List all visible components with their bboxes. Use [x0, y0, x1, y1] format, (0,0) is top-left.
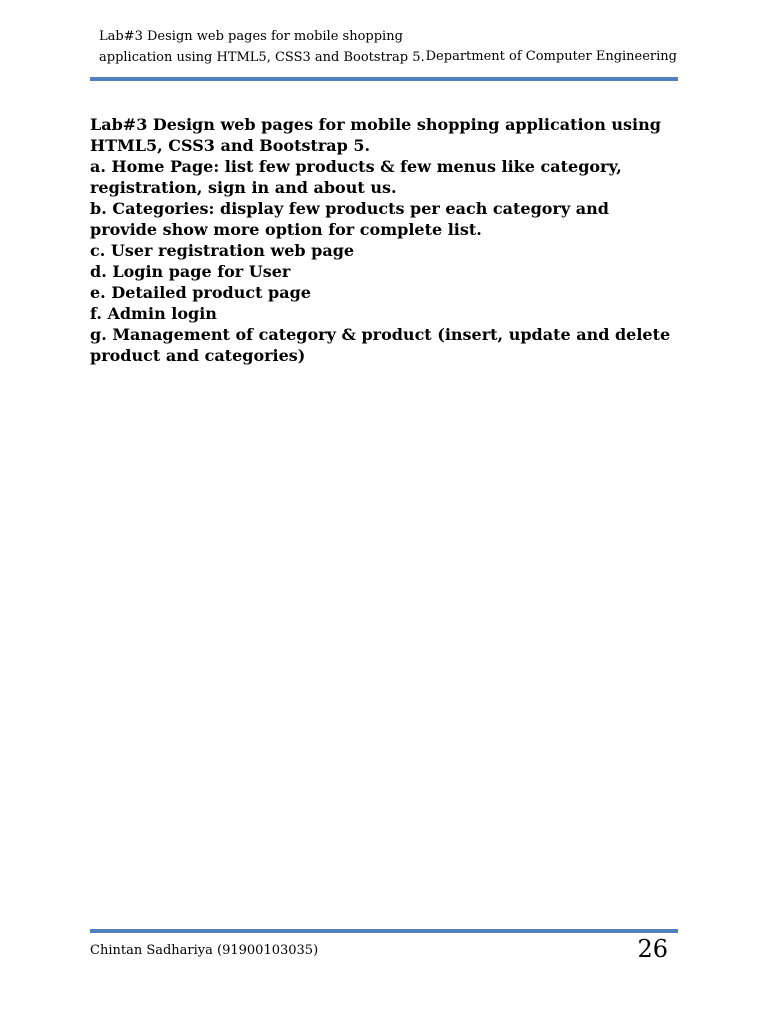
- footer-divider: [90, 929, 678, 933]
- task-f: f. Admin login: [90, 304, 217, 323]
- task-a: a. Home Page: list few products & few menus like category, registration, sign in and about us.: [90, 157, 622, 197]
- header-divider: [90, 77, 678, 81]
- header-lab-title: [99, 26, 429, 68]
- task-g: g. Management of category & product (insert, update and delete product and categories): [90, 325, 671, 365]
- lab-title: Lab#3 Design web pages for mobile shopping application using HTML5, CSS3 and Bootstrap 5.: [90, 115, 661, 155]
- task-e: e. Detailed product page: [90, 283, 311, 302]
- task-c: c. User registration web page: [90, 241, 355, 260]
- task-b: b. Categories: display few products per each category and provide show more option for complete list.: [90, 199, 609, 239]
- header-lab-title-line-1: Lab#3 Design web pages for mobile shopping: [99, 29, 403, 44]
- task-d: d. Login page for User: [90, 262, 291, 281]
- header-lab-title-line-2: application using HTML5, CSS3 and Bootstrap 5.: [99, 50, 425, 65]
- footer-author: Chintan Sadhariya (91900103035): [90, 943, 319, 958]
- header-department: Department of Computer Engineering: [425, 49, 677, 64]
- page-number: 26: [637, 935, 668, 963]
- lab-description: [90, 114, 680, 366]
